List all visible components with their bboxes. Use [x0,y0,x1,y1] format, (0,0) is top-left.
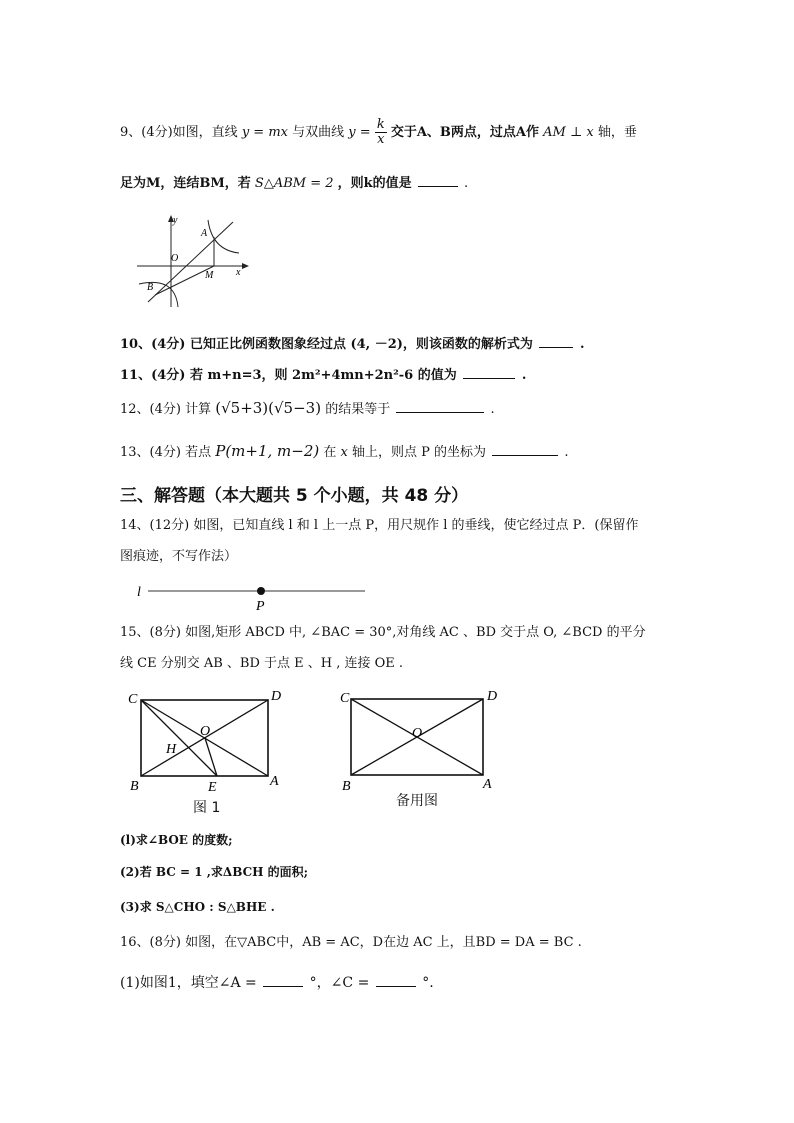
fig1-label-c: C [128,692,138,707]
q15-line1: 15、(8分) 如图,矩形 ABCD 中, ∠BAC = 30°,对角线 AC 、BD 交于点 O, ∠BCD 的平分 [120,625,646,640]
q9-label-o: O [171,253,179,264]
fig1-label-b: B [130,779,139,794]
fig2-label-b: B [342,779,351,794]
fig1-label-d: D [271,689,282,704]
q14-line1: 14、(12分) 如图，已知直线 l 和 l 上一点 P，用尺规作 l 的垂线，使它经过点 P．(保留作 [120,518,639,533]
fig1-label-h: H [166,742,177,757]
q11-answer-blank[interactable] [463,364,515,379]
fig2-label-d: D [487,689,498,704]
q9-eq-line: y = mx [241,125,288,140]
q15-part1: (l)求∠BOE 的度数; [120,833,233,847]
fig1-label-o: O [200,724,211,739]
q15-part2: (2)若 BC = 1 ,求ΔBCH 的面积; [120,865,309,879]
q9-line2: 足为M，连结BM，若 S△ABM = 2 ，则k的值是 . [120,172,468,193]
q13-line: 13、(4分) 若点 P(m+1, m−2) 在 x 轴上，则点 P 的坐标为 . [120,442,569,460]
fig2-label-a: A [483,777,492,792]
q14-figure [130,578,370,614]
fig2-caption: 备用图 [396,793,438,809]
q9-label-b: B [147,282,154,293]
section-title: 三、解答题（本大题共 5 个小题，共 48 分） [120,486,469,506]
fig2-label-o: O [412,726,423,741]
q15-part3: (3)求 S△CHO : S△BHE . [120,900,275,914]
fig2-label-c: C [340,691,350,706]
fig1-label-e: E [208,780,217,795]
q16-line2: (1)如图1，填空∠A = °，∠C = °. [120,972,434,992]
q10-line: 10、(4分) 已知正比例函数图象经过点 (4, －2)，则该函数的解析式为 . [120,333,585,354]
fig1-label-a: A [270,774,279,789]
q9-label-a: A [201,228,208,239]
q16-blank-angle-c[interactable] [376,972,416,987]
q9-answer-blank[interactable] [418,172,458,187]
q9-line1: 9、(4分)如图，直线 y = mx 与双曲线 y = $\frac{k}{x}$ 交于A、B两点，过点A作 AM ⊥ x 轴，垂 [120,117,637,147]
q12-line: 12、(4分) 计算 (√5+3)(√5−3) 的结果等于 . [120,399,495,417]
q9-eq-area: S△ABM = 2 [254,176,334,191]
q9-eq-perp: AM ⊥ x [543,125,594,140]
q9-label-y: y [173,215,178,226]
q9-label-m: M [205,270,214,281]
q12-answer-blank[interactable] [396,398,484,413]
q13-expression: P(m+1, m−2) [215,442,320,460]
q9-eq-hyperbola-lhs: y = [348,125,371,140]
q16-line1: 16、(8分) 如图，在▽ABC中，AB = AC，D在边 AC 上，且BD = DA = BC . [120,935,582,950]
q15-figure-1 [126,686,286,796]
q14-line2: 图痕迹，不写作法） [120,549,238,564]
q9-label-x: x [236,267,241,278]
q14-label-l: l [137,585,141,600]
q9-figure [133,212,253,312]
q13-answer-blank[interactable] [492,441,558,456]
q10-answer-blank[interactable] [539,333,573,348]
q14-label-p: P [256,599,265,614]
q11-line: 11、(4分) 若 m+n=3，则 2m²+4mn+2n²-6 的值为 . [120,364,526,385]
q15-figure-2 [338,686,508,796]
q15-line2: 线 CE 分别交 AB 、BD 于点 E 、H , 连接 OE . [120,656,404,671]
q9-fraction: $\frac{k}{x}$ [376,117,385,147]
q12-expression: (√5+3)(√5−3) [215,399,322,417]
q16-blank-angle-a[interactable] [263,972,303,987]
fig1-caption: 图 1 [193,800,221,816]
